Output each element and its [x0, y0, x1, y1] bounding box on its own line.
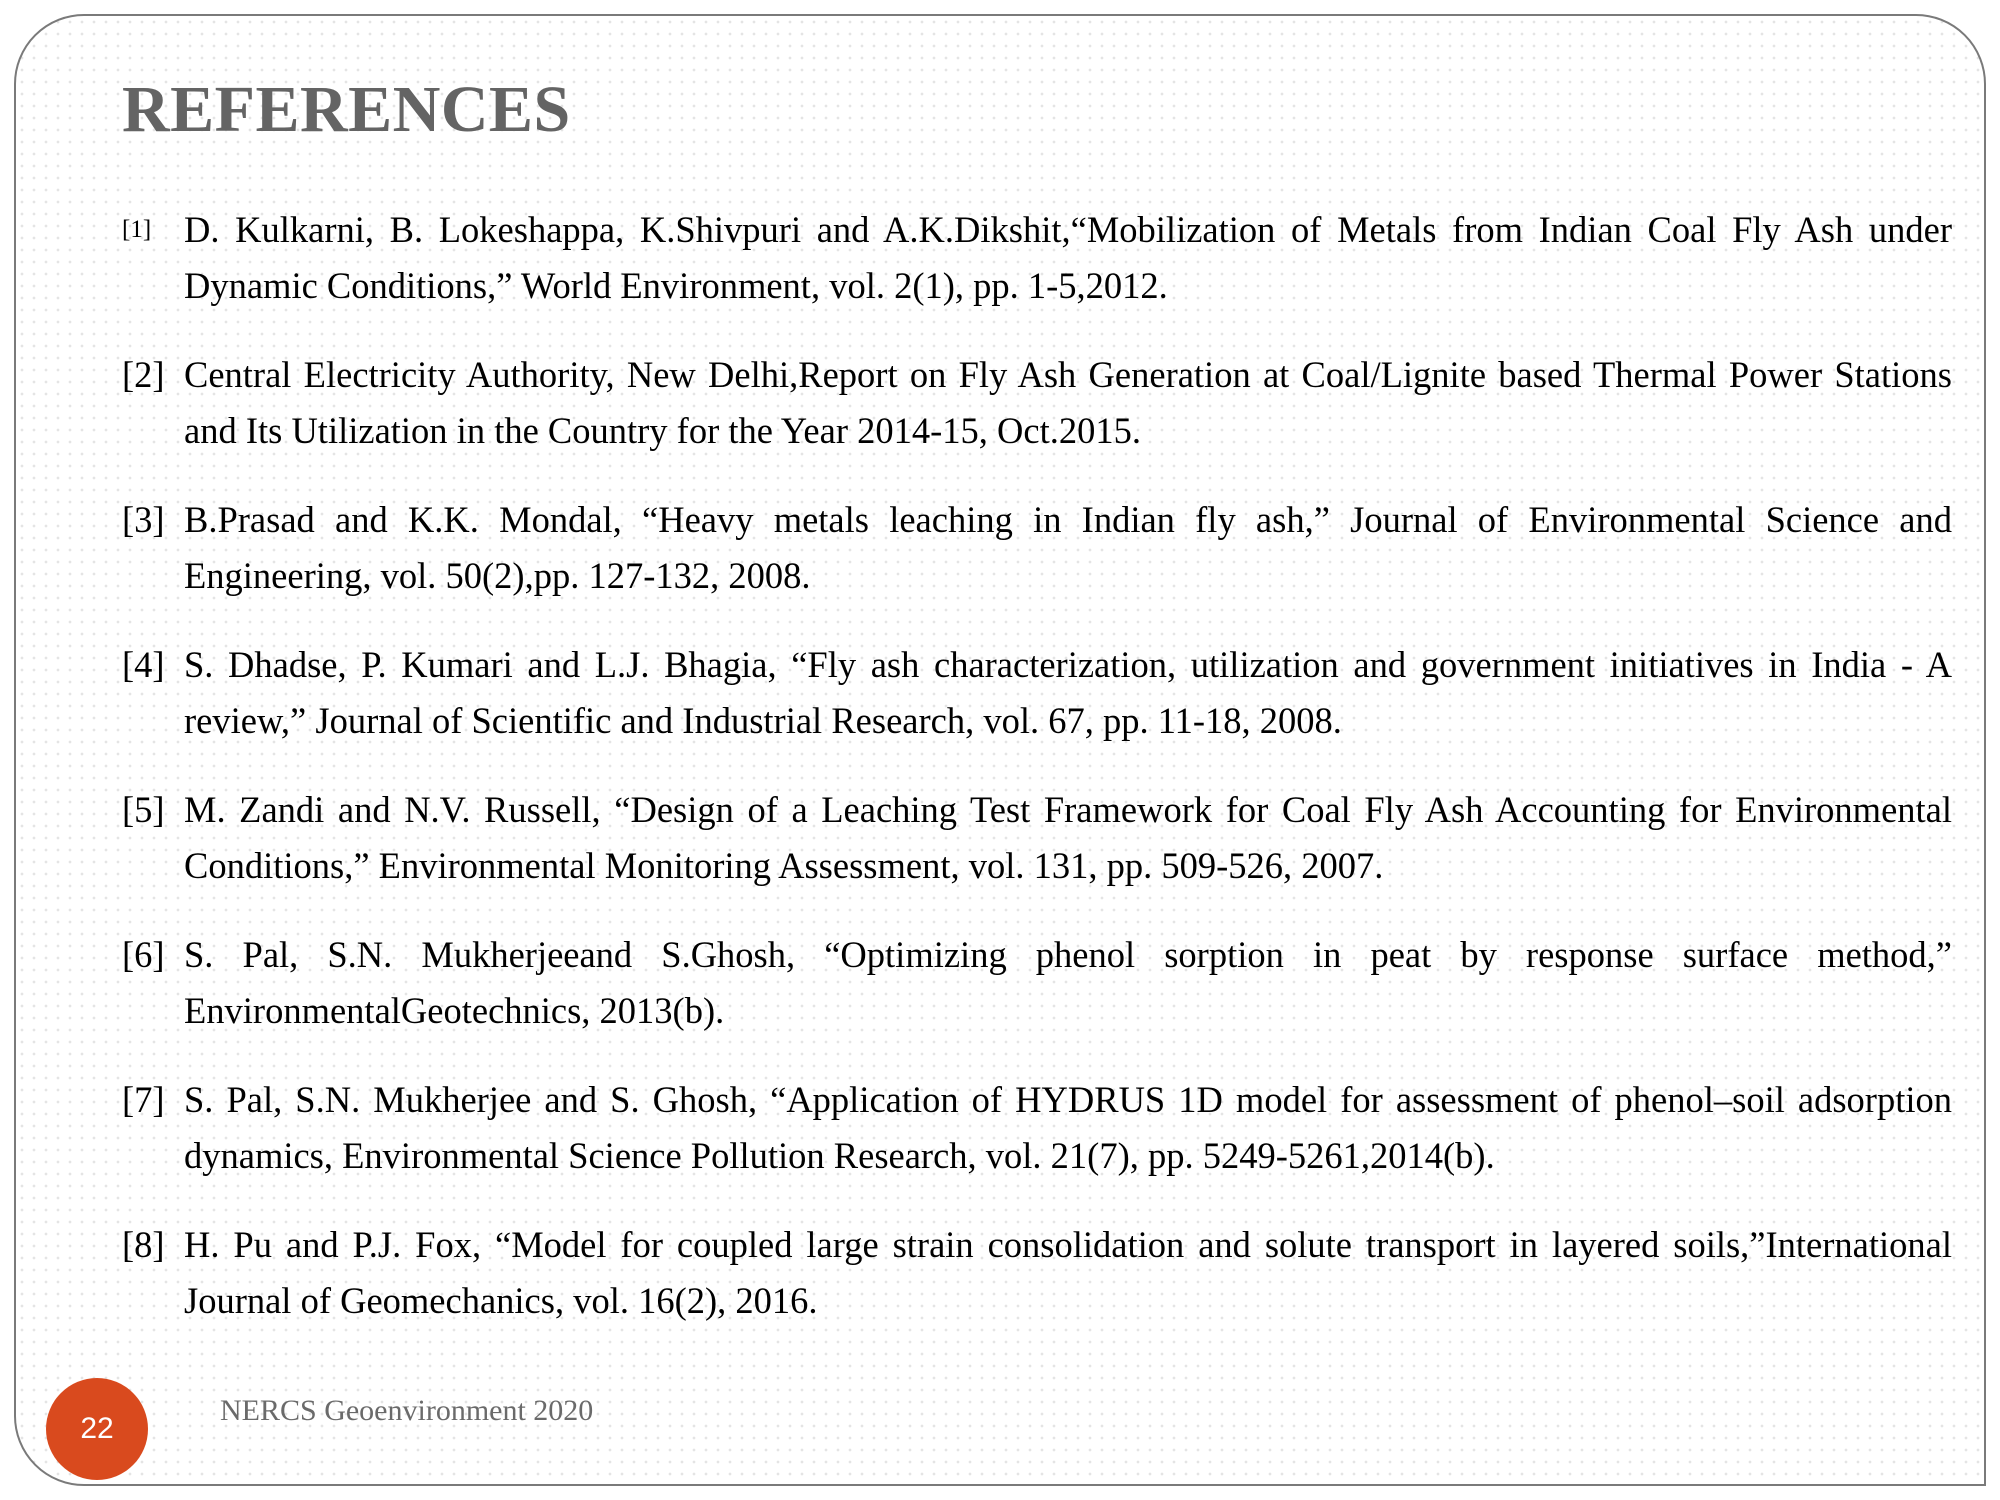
reference-text: M. Zandi and N.V. Russell, “Design of a Leaching Test Framework for Coal Fly Ash Accounting for Environmental Conditions,” Environmental Monitoring Assessment, vol. 131, pp. 509-526, 2007. — [184, 789, 1952, 886]
reference-text: D. Kulkarni, B. Lokeshappa, K.Shivpuri and A.K.Dikshit,“Mobilization of Metals from Indian Coal Fly Ash under Dynamic Conditions,” World Environment, vol. 2(1), pp. 1-5,2012. — [184, 209, 1952, 306]
slide — [14, 14, 1986, 1486]
reference-text: S. Pal, S.N. Mukherjee and S. Ghosh, “Application of HYDRUS 1D model for assessment of phenol–soil adsorption dynamics, Environmental Science Pollution Research, vol. 21(7), pp. 5249-5261,2014(b). — [184, 1079, 1952, 1176]
page-number: 22 — [80, 1412, 114, 1445]
reference-number: [6] — [122, 934, 165, 975]
reference-text: B.Prasad and K.K. Mondal, “Heavy metals leaching in Indian fly ash,” Journal of Environmental Science and Engineering, vol. 50(2),pp. 127-132, 2008. — [184, 499, 1952, 596]
reference-number: [3] — [122, 499, 165, 540]
reference-number: [4] — [122, 644, 165, 685]
reference-text: Central Electricity Authority, New Delhi,Report on Fly Ash Generation at Coal/Lignite based Thermal Power Stations and Its Utilization in the Country for the Year 2014-15, Oct.2015. — [184, 354, 1952, 451]
reference-number: [7] — [122, 1079, 165, 1120]
reference-item — [122, 927, 1952, 1039]
reference-item — [122, 492, 1952, 604]
footer-text: NERCS Geoenvironment 2020 — [220, 1394, 594, 1427]
page-number-badge — [46, 1378, 148, 1480]
reference-item — [122, 782, 1952, 894]
reference-number: [2] — [122, 354, 165, 395]
reference-text: H. Pu and P.J. Fox, “Model for coupled large strain consolidation and solute transport in layered soils,”International Journal of Geomechanics, vol. 16(2), 2016. — [184, 1224, 1952, 1321]
references-list — [122, 202, 1952, 1362]
reference-item — [122, 1217, 1952, 1329]
reference-item — [122, 637, 1952, 749]
reference-number: [5] — [122, 789, 165, 830]
reference-item — [122, 1072, 1952, 1184]
slide-title: REFERENCES — [122, 73, 571, 146]
reference-item — [122, 202, 1952, 314]
reference-item — [122, 347, 1952, 459]
reference-text: S. Dhadse, P. Kumari and L.J. Bhagia, “Fly ash characterization, utilization and government initiatives in India - A review,” Journal of Scientific and Industrial Research, vol. 67, pp. 11-18, 2008. — [184, 644, 1952, 741]
reference-number: [1] — [122, 216, 152, 243]
reference-number: [8] — [122, 1224, 165, 1265]
reference-text: S. Pal, S.N. Mukherjeeand S.Ghosh, “Optimizing phenol sorption in peat by response surface method,” EnvironmentalGeotechnics, 2013(b). — [184, 934, 1952, 1031]
